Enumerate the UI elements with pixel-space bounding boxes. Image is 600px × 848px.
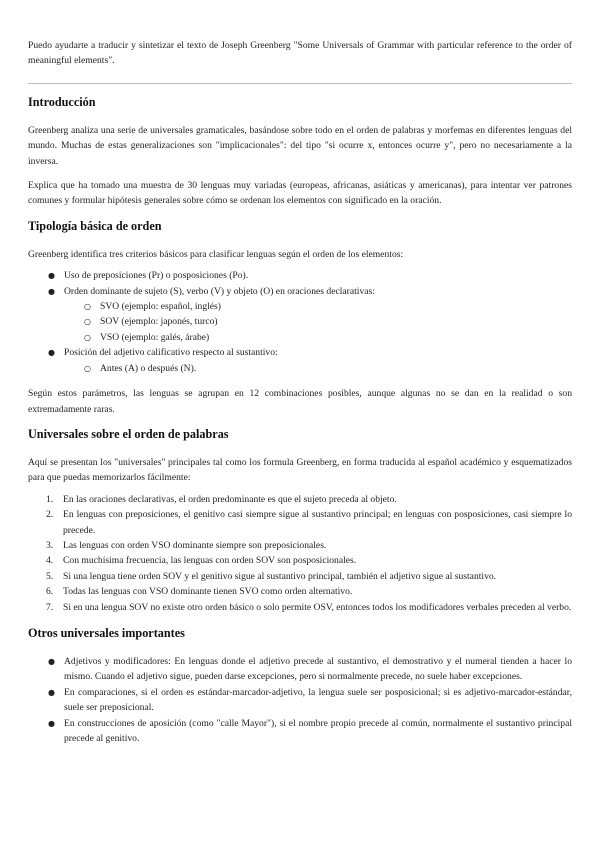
list-item [46,569,572,584]
otros-list [28,654,572,746]
list-item: ● En comparaciones, si el orden es estándar-marcador-adjetivo, la lengua suele ser posposicional; si es adjetivo-marcador-estándar, suele ser preposicional. [48,685,572,716]
section-tipologia [28,218,572,417]
list-item: ● En construcciones de aposición (como "calle Mayor"), si el nombre propio precede al común, normalmente el sustantivo principal precede al genitivo. [48,716,572,747]
item-number: 3. [46,539,54,551]
item-number: 5. [46,570,54,582]
divider [28,83,572,84]
item-number: 1. [46,493,54,505]
item-text: Las lenguas con orden VSO dominante siempre son preposicionales. [63,539,327,551]
sub-list-item: ○ SOV (ejemplo: japonés, turco) [84,314,572,329]
list-item [46,538,572,553]
section-otros [28,625,572,746]
intro-paragraph: Puedo ayudarte a traducir y sintetizar el texto de Joseph Greenberg "Some Universals of Grammar with particular reference to the order of meaningful elements". [28,40,572,67]
universales-lead: Aquí se presentan los "universales" principales tal como los formula Greenberg, en forma traducida al español académico y esquematizados para que puedas memorizarlos fácilmente: [28,456,572,484]
list-item [48,345,572,376]
list-item [48,268,572,283]
sub-list-item: ○ SVO (ejemplo: español, inglés) [84,299,572,314]
tipologia-criteria-list [28,268,572,376]
tipologia-closing: Según estos parámetros, las lenguas se agrupan en 12 combinaciones posibles, aunque algunas no se dan en la realidad o son extremadamente raras. [28,388,572,415]
heading-introduccion: Introducción [28,94,96,109]
sub-list-item: ○ Antes (A) o después (N). [84,361,572,376]
introduccion-paragraph-2: Explica que ha tomado una muestra de 30 lenguas muy variadas (europeas, africanas, asiáticas y americanas), para intentar ver patrones comunes y formular hipótesis generales sobre cómo se ordenan los elementos con significado en la oración. [28,180,572,207]
adjective-sublist [64,361,572,376]
item-text: Todas las lenguas con VSO dominante tienen SVO como orden alternativo. [63,586,353,598]
list-item: ● Adjetivos y modificadores: En lenguas donde el adjetivo precede al sustantivo, el demostrativo y el numeral tienden a hacer lo mismo. Cuando el adjetivo sigue, pueden darse excepciones, pero si normalmente precede, no suele haber excepciones. [48,654,572,685]
section-universales [28,426,572,615]
item-number: 4. [46,555,54,567]
list-item [46,600,572,615]
list-item [46,492,572,507]
heading-otros: Otros universales importantes [28,625,185,640]
heading-universales: Universales sobre el orden de palabras [28,426,229,441]
list-item [46,553,572,568]
item-text: Con muchísima frecuencia, las lenguas con orden SOV son posposicionales. [63,555,357,567]
introduccion-paragraph-1: Greenberg analiza una serie de universales gramaticales, basándose sobre todo en el orden de palabras y morfemas en diferentes lenguas del mundo. Muchas de estas generalizaciones son "implicacionales": del tipo "si ocurre x, entonces ocurre y", pero no necesariamente a la inversa. [28,124,572,167]
item-number: 7. [46,601,54,613]
item-number: 6. [46,586,54,598]
tipologia-lead: Greenberg identifica tres criterios básicos para clasificar lenguas según el orden de los elementos: [28,248,404,260]
heading-tipologia: Tipología básica de orden [28,218,162,233]
criterion-text: Orden dominante de sujeto (S), verbo (V) y objeto (O) en oraciones declarativas: [64,285,375,297]
item-text: Si una lengua tiene orden SOV y el genitivo sigue al sustantivo principal, también el adjetivo sigue al sustantivo. [63,570,497,582]
list-item [46,507,572,538]
list-item [48,284,572,346]
section-introduccion [28,94,572,209]
criterion-text: Uso de preposiciones (Pr) o posposiciones (Po). [64,270,249,282]
item-number: 2. [46,509,54,521]
word-order-sublist [64,299,572,345]
sub-list-item: ○ VSO (ejemplo: galés, árabe) [84,330,572,345]
criterion-text: Posición del adjetivo calificativo respecto al sustantivo: [64,347,278,359]
item-text: En las oraciones declarativas, el orden predominante es que el sujeto preceda al objeto. [63,493,397,505]
item-text: Si en una lengua SOV no existe otro orden básico o solo permite OSV, entonces todos los modificadores verbales preceden al verbo. [63,601,572,613]
list-item [46,584,572,599]
universales-list [28,492,572,615]
item-text: En lenguas con preposiciones, el genitivo casi siempre sigue al sustantivo principal; en lenguas con posposiciones, casi siempre lo precede. [63,509,572,536]
